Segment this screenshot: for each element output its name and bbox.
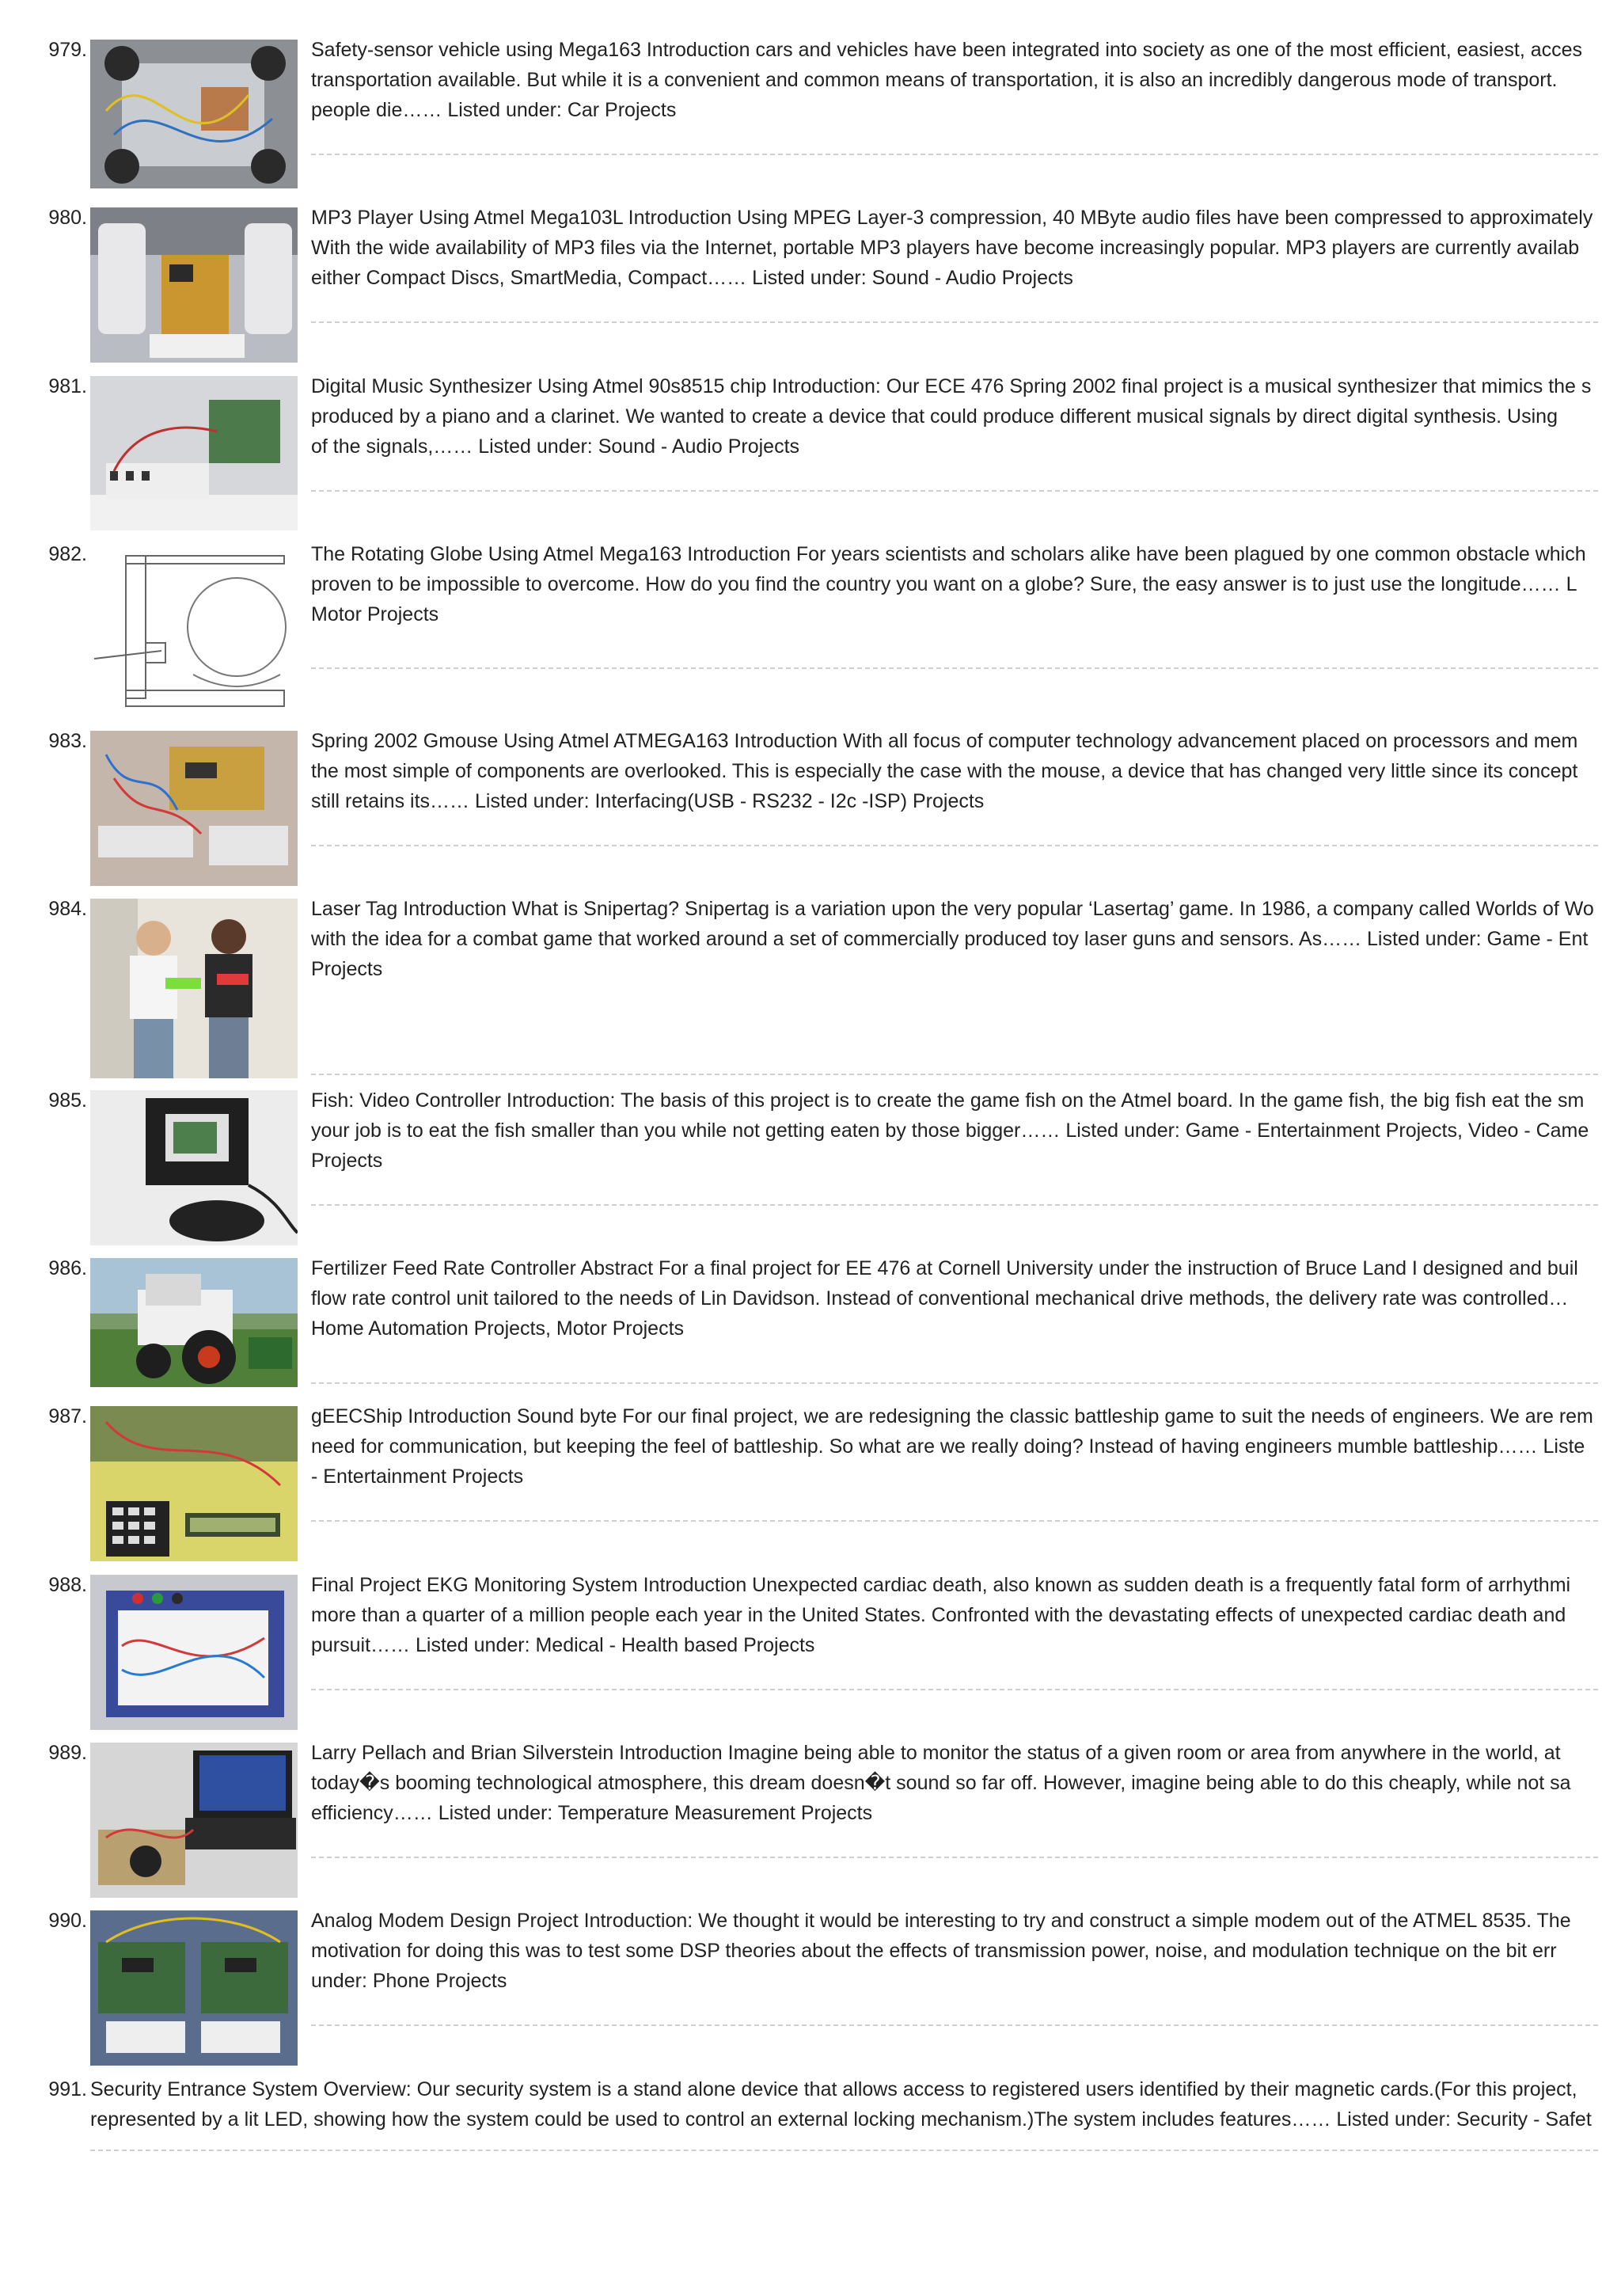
summary-line: Fertilizer Feed Rate Controller Abstract For a final project for EE 476 at Cornell University under the instruction of Bruce Land I designed and buil [311, 1257, 1578, 1279]
project-summary[interactable] [311, 35, 1621, 130]
project-summary[interactable] [311, 1738, 1621, 1833]
item-number: 988. [48, 1574, 87, 1596]
project-summary[interactable] [311, 894, 1621, 989]
project-thumbnail[interactable] [90, 1743, 298, 1898]
project-summary[interactable] [311, 1570, 1621, 1665]
project-summary[interactable] [311, 1401, 1621, 1496]
project-thumbnail[interactable] [90, 1258, 298, 1387]
summary-line: Fish: Video Controller Introduction: The basis of this project is to create the game fish on the Atmel board. In the game fish, the big fish eat the sm [311, 1089, 1585, 1112]
project-thumbnail[interactable] [90, 544, 298, 712]
project-thumbnail[interactable] [90, 899, 298, 1078]
project-thumbnail[interactable] [90, 207, 298, 363]
summary-line: gEECShip Introduction Sound byte For our final project, we are redesigning the classic battleship game to suit the needs of engineers. We are rem [311, 1405, 1593, 1427]
item-number: 983. [48, 730, 87, 752]
item-divider [311, 1689, 1598, 1690]
item-number: 981. [48, 375, 87, 397]
project-summary[interactable] [311, 539, 1621, 634]
project-summary[interactable] [311, 726, 1621, 821]
item-divider [311, 667, 1598, 669]
summary-line: Projects [311, 1150, 383, 1172]
item-divider [311, 1074, 1598, 1075]
item-divider [311, 2024, 1598, 2026]
item-number: 987. [48, 1405, 87, 1427]
project-thumbnail[interactable] [90, 1090, 298, 1245]
item-number: 990. [48, 1910, 87, 1932]
item-number: 986. [48, 1257, 87, 1279]
item-number: 989. [48, 1742, 87, 1764]
summary-line: Home Automation Projects, Motor Projects [311, 1317, 685, 1340]
item-divider [311, 1204, 1598, 1206]
project-summary[interactable] [311, 203, 1621, 298]
summary-line: The Rotating Globe Using Atmel Mega163 Introduction For years scientists and scholars alike have been plagued by one common obstacle which [311, 543, 1586, 565]
summary-line: With the wide availability of MP3 files via the Internet, portable MP3 players have become increasingly popular. MP3 players are currently availab [311, 237, 1580, 259]
item-divider [311, 1382, 1598, 1384]
project-thumbnail[interactable] [90, 731, 298, 886]
summary-line: either Compact Discs, SmartMedia, Compact…… Listed under: Sound - Audio Projects [311, 267, 1073, 289]
summary-line: Final Project EKG Monitoring System Introduction Unexpected cardiac death, also known as sudden death is a frequently fatal form of arrhythmi [311, 1574, 1571, 1596]
summary-line: more than a quarter of a million people each year in the United States. Confronted with the devastating effects of unexpected cardiac death and [311, 1604, 1566, 1626]
project-summary[interactable] [311, 1253, 1621, 1348]
item-number: 979. [48, 39, 87, 61]
item-divider [311, 845, 1598, 846]
item-divider [90, 2150, 1598, 2151]
summary-line: Security Entrance System Overview: Our security system is a stand alone device that allows access to registered users identified by their magnetic cards.(For this project, [90, 2078, 1577, 2100]
summary-line: Spring 2002 Gmouse Using Atmel ATMEGA163 Introduction With all focus of computer technology advancement placed on processors and mem [311, 730, 1578, 752]
summary-line: under: Phone Projects [311, 1970, 507, 1992]
summary-line: Larry Pellach and Brian Silverstein Introduction Imagine being able to monitor the status of a given room or area from anywhere in the world, at [311, 1742, 1561, 1764]
summary-line: people die…… Listed under: Car Projects [311, 99, 677, 121]
item-number: 980. [48, 207, 87, 229]
item-number: 984. [48, 898, 87, 920]
item-divider [311, 490, 1598, 492]
summary-line: motivation for doing this was to test some DSP theories about the effects of transmission power, noise, and modulation technique on the bit err [311, 1940, 1557, 1962]
summary-line: need for communication, but keeping the feel of battleship. So what are we really doing? Instead of having engineers mumble battleship…… Liste [311, 1435, 1585, 1458]
summary-line: represented by a lit LED, showing how the system could be used to control an external locking mechanism.)The system includes features…… Listed under: Security - Safet [90, 2108, 1592, 2131]
summary-line: Motor Projects [311, 603, 439, 625]
summary-line: Analog Modem Design Project Introduction: We thought it would be interesting to try and construct a simple modem out of the ATMEL 8535. The [311, 1910, 1571, 1932]
project-summary[interactable] [311, 1906, 1621, 2001]
summary-line: Digital Music Synthesizer Using Atmel 90s8515 chip Introduction: Our ECE 476 Spring 2002 final project is a musical synthesizer that mimics the s [311, 375, 1592, 397]
project-thumbnail[interactable] [90, 1406, 298, 1561]
summary-line: Laser Tag Introduction What is Snipertag? Snipertag is a variation upon the very popular ‘Lasertag’ game. In 1986, a company called Worlds of Wo [311, 898, 1594, 920]
project-summary[interactable] [311, 371, 1621, 466]
item-number: 985. [48, 1089, 87, 1112]
item-divider [311, 1520, 1598, 1522]
summary-line: still retains its…… Listed under: Interfacing(USB - RS232 - I2c -ISP) Projects [311, 790, 985, 812]
project-summary[interactable] [90, 2074, 1621, 2169]
item-number: 982. [48, 543, 87, 565]
project-summary[interactable] [311, 1085, 1621, 1180]
summary-line: your job is to eat the fish smaller than you while not getting eaten by those bigger…… Listed under: Game - Entertainment Projects, Video - Came [311, 1119, 1589, 1142]
summary-line: of the signals,…… Listed under: Sound - Audio Projects [311, 435, 800, 458]
summary-line: MP3 Player Using Atmel Mega103L Introduction Using MPEG Layer-3 compression, 40 MByte audio files have been compressed to approximately [311, 207, 1593, 229]
summary-line: with the idea for a combat game that worked around a set of commercially produced toy laser guns and sensors. As…… Listed under: Game - Ent [311, 928, 1589, 950]
project-thumbnail[interactable] [90, 1575, 298, 1730]
summary-line: efficiency…… Listed under: Temperature Measurement Projects [311, 1802, 873, 1824]
summary-line: the most simple of components are overlooked. This is especially the case with the mouse, a device that has changed very little since its concept [311, 760, 1578, 782]
item-divider [311, 1857, 1598, 1858]
item-divider [311, 321, 1598, 323]
summary-line: proven to be impossible to overcome. How do you find the country you want on a globe? Sure, the easy answer is to just use the longitude…… L [311, 573, 1577, 595]
summary-line: today�s booming technological atmosphere, this dream doesn�t sound so far off. However, imagine being able to do this cheaply, while not sa [311, 1772, 1571, 1794]
item-divider [311, 154, 1598, 155]
summary-line: transportation available. But while it is a convenient and common means of transportation, it is also an incredibly dangerous mode of transport. [311, 69, 1558, 91]
summary-line: flow rate control unit tailored to the needs of Lin Davidson. Instead of conventional mechanical drive methods, the delivery rate was controlled… [311, 1287, 1569, 1310]
project-thumbnail[interactable] [90, 1910, 298, 2066]
summary-line: Safety-sensor vehicle using Mega163 Introduction cars and vehicles have been integrated into society as one of the most efficient, easiest, acces [311, 39, 1583, 61]
summary-line: produced by a piano and a clarinet. We wanted to create a device that could produce different musical signals by direct digital synthesis. Using [311, 405, 1558, 428]
summary-line: pursuit…… Listed under: Medical - Health based Projects [311, 1634, 815, 1656]
project-thumbnail[interactable] [90, 376, 298, 530]
summary-line: - Entertainment Projects [311, 1465, 524, 1488]
summary-line: Projects [311, 958, 383, 980]
item-number: 991. [48, 2078, 87, 2100]
project-thumbnail[interactable] [90, 40, 298, 188]
